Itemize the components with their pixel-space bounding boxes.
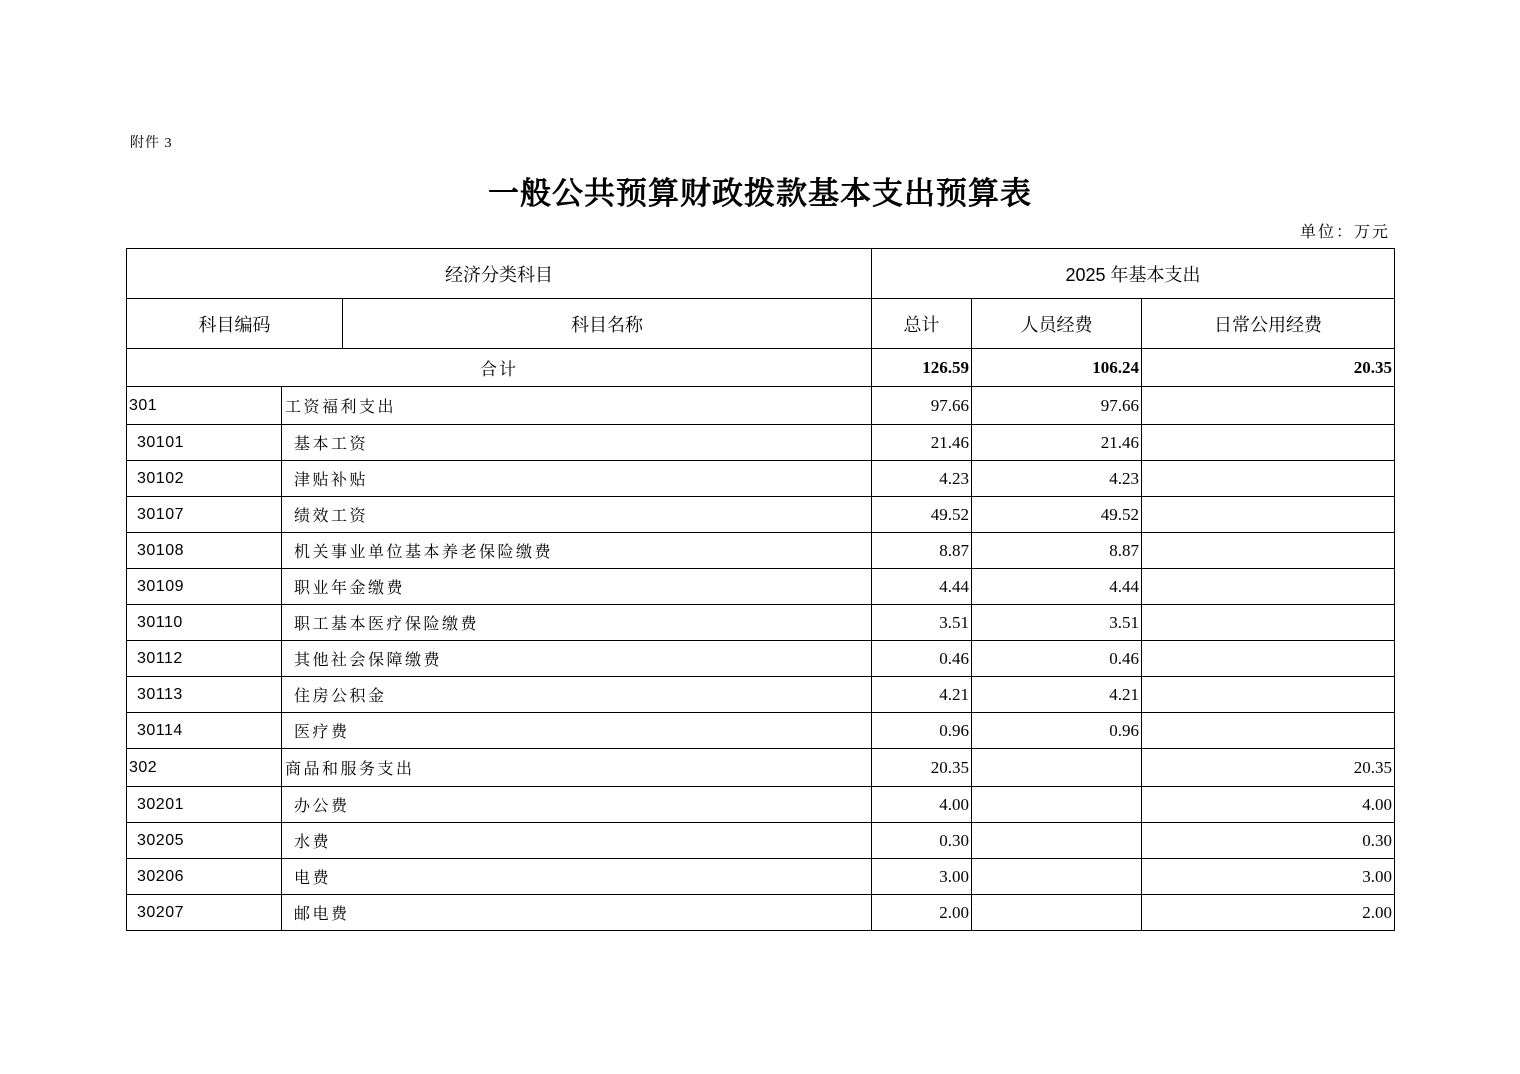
- row-total: 97.66: [872, 387, 972, 425]
- row-name: 津贴补贴: [282, 461, 872, 497]
- total-row-public: 20.35: [1142, 349, 1395, 387]
- row-public: [1142, 713, 1395, 749]
- table-row: [127, 641, 1395, 677]
- row-total: 49.52: [872, 497, 972, 533]
- row-total: 0.46: [872, 641, 972, 677]
- table-row: [127, 497, 1395, 533]
- header-group-economic-classification: 经济分类科目: [127, 249, 872, 299]
- table-row: [127, 387, 1395, 425]
- header-group-row: [127, 249, 1395, 299]
- row-public: [1142, 677, 1395, 713]
- row-name: 机关事业单位基本养老保险缴费: [282, 533, 872, 569]
- table-row: [127, 787, 1395, 823]
- row-public: [1142, 497, 1395, 533]
- table-row: [127, 461, 1395, 497]
- row-public: [1142, 387, 1395, 425]
- row-code: 30101: [127, 425, 282, 461]
- row-personnel: 0.46: [972, 641, 1142, 677]
- row-code: 30102: [127, 461, 282, 497]
- table-row: [127, 749, 1395, 787]
- column-header-total: 总计: [872, 299, 972, 349]
- row-code: 30107: [127, 497, 282, 533]
- row-code: 30109: [127, 569, 282, 605]
- row-name: 邮电费: [282, 895, 872, 931]
- total-row-total: 126.59: [872, 349, 972, 387]
- row-personnel: [972, 749, 1142, 787]
- row-personnel: 21.46: [972, 425, 1142, 461]
- row-personnel: 4.23: [972, 461, 1142, 497]
- row-name: 基本工资: [282, 425, 872, 461]
- row-public: 2.00: [1142, 895, 1395, 931]
- row-public: [1142, 641, 1395, 677]
- row-code: 30206: [127, 859, 282, 895]
- table-row: [127, 605, 1395, 641]
- row-personnel: [972, 787, 1142, 823]
- row-personnel: 49.52: [972, 497, 1142, 533]
- row-public: [1142, 569, 1395, 605]
- table-body: [126, 348, 1395, 931]
- row-code: 30114: [127, 713, 282, 749]
- row-public: 20.35: [1142, 749, 1395, 787]
- row-public: [1142, 533, 1395, 569]
- row-name: 职工基本医疗保险缴费: [282, 605, 872, 641]
- column-header-code: 科目编码: [127, 299, 343, 349]
- row-personnel: 8.87: [972, 533, 1142, 569]
- table-row: [127, 425, 1395, 461]
- row-name: 电费: [282, 859, 872, 895]
- row-name: 绩效工资: [282, 497, 872, 533]
- attachment-label: 附件 3: [130, 136, 173, 151]
- row-public: [1142, 425, 1395, 461]
- row-personnel: 0.96: [972, 713, 1142, 749]
- row-total: 0.30: [872, 823, 972, 859]
- table-row: [127, 859, 1395, 895]
- row-code: 301: [127, 387, 282, 425]
- row-code: 30201: [127, 787, 282, 823]
- row-public: [1142, 461, 1395, 497]
- row-personnel: 3.51: [972, 605, 1142, 641]
- row-total: 0.96: [872, 713, 972, 749]
- row-code: 30207: [127, 895, 282, 931]
- row-name: 其他社会保障缴费: [282, 641, 872, 677]
- row-total: 20.35: [872, 749, 972, 787]
- row-name: 水费: [282, 823, 872, 859]
- row-personnel: [972, 895, 1142, 931]
- row-total: 21.46: [872, 425, 972, 461]
- row-public: 4.00: [1142, 787, 1395, 823]
- row-total: 4.00: [872, 787, 972, 823]
- row-personnel: 4.21: [972, 677, 1142, 713]
- row-total: 8.87: [872, 533, 972, 569]
- row-public: 3.00: [1142, 859, 1395, 895]
- header-group-basic-expenditure: 2025 年基本支出: [872, 249, 1395, 299]
- row-name: 医疗费: [282, 713, 872, 749]
- table-row: [127, 713, 1395, 749]
- row-total: 4.21: [872, 677, 972, 713]
- column-header-public: 日常公用经费: [1142, 299, 1395, 349]
- row-code: 30110: [127, 605, 282, 641]
- column-header-name: 科目名称: [343, 299, 872, 349]
- row-code: 30205: [127, 823, 282, 859]
- row-code: 30112: [127, 641, 282, 677]
- table-header: [126, 248, 1395, 349]
- row-code: 302: [127, 749, 282, 787]
- unit-label: 单位：万元: [1299, 224, 1390, 241]
- row-personnel: [972, 823, 1142, 859]
- column-header-row: [127, 299, 1395, 349]
- row-code: 30113: [127, 677, 282, 713]
- row-total: 4.23: [872, 461, 972, 497]
- total-row-personnel: 106.24: [972, 349, 1142, 387]
- row-code: 30108: [127, 533, 282, 569]
- row-name: 职业年金缴费: [282, 569, 872, 605]
- budget-table: [126, 248, 1394, 931]
- row-total: 4.44: [872, 569, 972, 605]
- table-row: [127, 569, 1395, 605]
- row-personnel: [972, 859, 1142, 895]
- row-personnel: 4.44: [972, 569, 1142, 605]
- table-row: [127, 533, 1395, 569]
- column-header-personnel: 人员经费: [972, 299, 1142, 349]
- row-public: [1142, 605, 1395, 641]
- page-title: 一般公共预算财政拨款基本支出预算表: [488, 176, 1032, 211]
- row-name: 商品和服务支出: [282, 749, 872, 787]
- row-personnel: 97.66: [972, 387, 1142, 425]
- table-row: [127, 677, 1395, 713]
- row-total: 3.00: [872, 859, 972, 895]
- row-name: 工资福利支出: [282, 387, 872, 425]
- row-name: 住房公积金: [282, 677, 872, 713]
- total-row: [127, 349, 1395, 387]
- table-row: [127, 895, 1395, 931]
- total-row-label: 合计: [127, 349, 872, 387]
- row-name: 办公费: [282, 787, 872, 823]
- row-total: 3.51: [872, 605, 972, 641]
- row-public: 0.30: [1142, 823, 1395, 859]
- table-row: [127, 823, 1395, 859]
- row-total: 2.00: [872, 895, 972, 931]
